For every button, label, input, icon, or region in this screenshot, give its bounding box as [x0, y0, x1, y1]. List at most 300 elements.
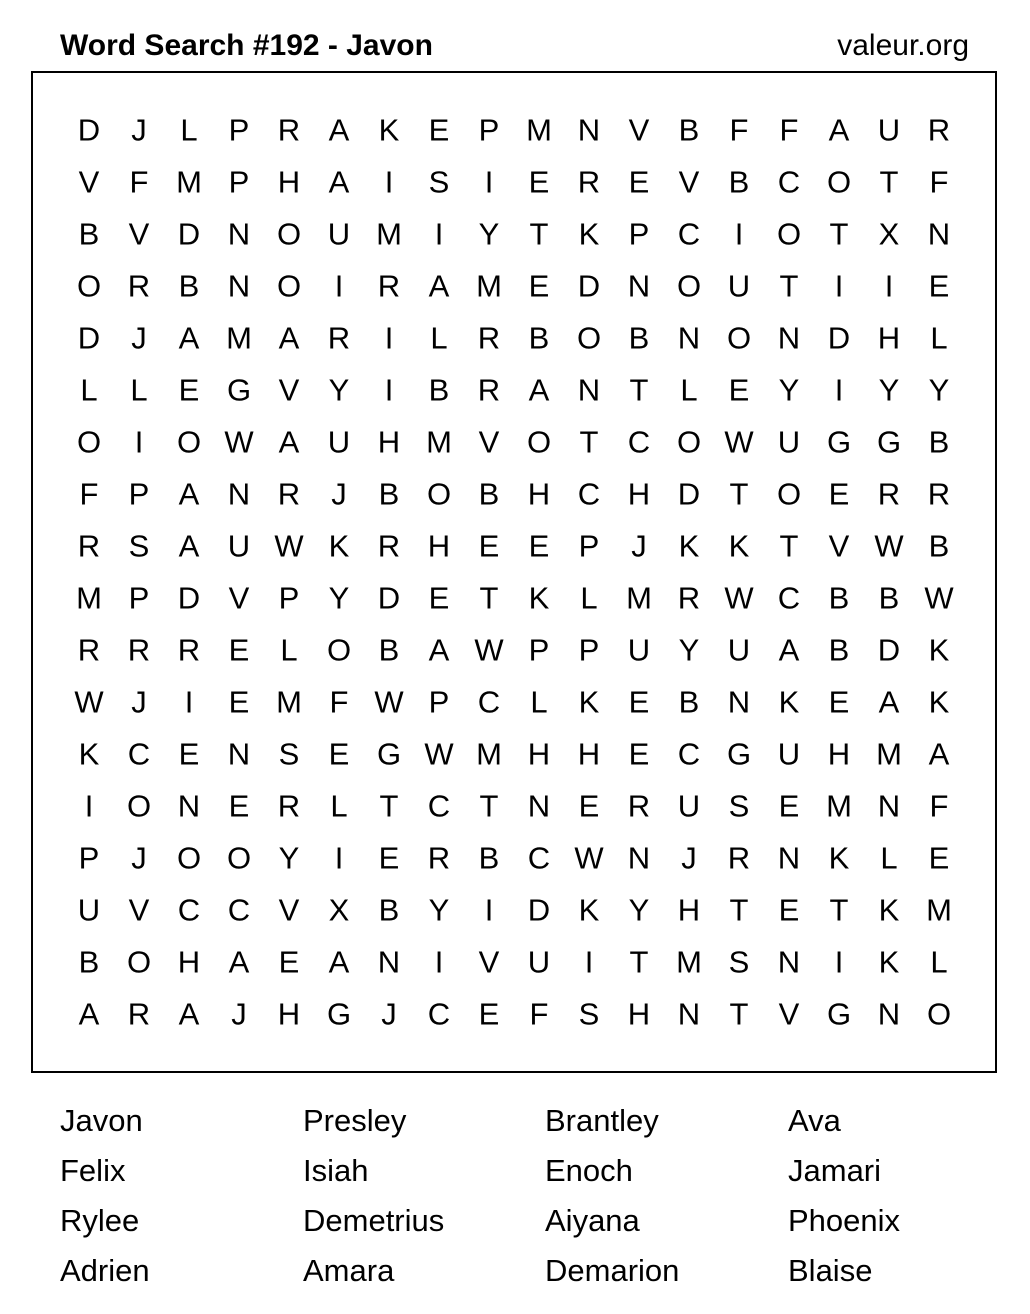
word-list-item: Amara	[303, 1253, 395, 1288]
grid-letter: W	[424, 736, 454, 772]
grid-letter: L	[80, 372, 98, 408]
grid-letter: M	[526, 112, 552, 148]
grid-letter: L	[880, 840, 898, 876]
grid-letter: N	[227, 476, 251, 512]
grid-letter: B	[828, 580, 850, 616]
word-list-item: Isiah	[303, 1153, 369, 1188]
grid-letter: D	[77, 320, 101, 356]
grid-letter: B	[478, 840, 500, 876]
word-list-item: Brantley	[545, 1103, 659, 1138]
grid-letter: A	[878, 684, 900, 720]
grid-letter: F	[529, 996, 549, 1032]
grid-letter: M	[926, 892, 952, 928]
grid-letter: C	[777, 164, 801, 200]
grid-letter: V	[128, 216, 150, 252]
grid-letter: H	[877, 320, 901, 356]
grid-letter: Y	[878, 372, 900, 408]
grid-letter: S	[728, 944, 750, 980]
grid-letter: O	[176, 424, 202, 460]
grid-letter: R	[277, 476, 301, 512]
grid-letter: R	[877, 476, 901, 512]
word-list-item: Aiyana	[545, 1203, 640, 1238]
grid-letter: I	[884, 268, 894, 304]
grid-letter: G	[826, 996, 852, 1032]
grid-letter: A	[778, 632, 800, 668]
grid-letter: M	[676, 944, 702, 980]
grid-letter: V	[128, 892, 150, 928]
grid-letter: S	[278, 736, 300, 772]
grid-letter: N	[227, 736, 251, 772]
grid-letter: N	[927, 216, 951, 252]
grid-letter: R	[127, 268, 151, 304]
grid-letter: D	[577, 268, 601, 304]
grid-letter: E	[378, 840, 400, 876]
grid-letter: P	[428, 684, 450, 720]
grid-letter: T	[629, 944, 649, 980]
grid-letter: O	[76, 424, 102, 460]
grid-letter: M	[426, 424, 452, 460]
grid-letter: G	[726, 736, 752, 772]
grid-letter: L	[930, 320, 948, 356]
grid-letter: Y	[678, 632, 700, 668]
grid-letter: B	[478, 476, 500, 512]
grid-letter: I	[384, 164, 394, 200]
grid-letter: W	[874, 528, 904, 564]
grid-letter: B	[78, 944, 100, 980]
grid-letter: U	[327, 424, 351, 460]
grid-letter: A	[328, 112, 350, 148]
grid-letter: H	[427, 528, 451, 564]
grid-letter: J	[381, 996, 397, 1032]
grid-letter: T	[479, 788, 499, 824]
grid-letter: D	[77, 112, 101, 148]
grid-letter: P	[628, 216, 650, 252]
grid-letter: W	[274, 528, 304, 564]
grid-letter: A	[328, 944, 350, 980]
grid-letter: R	[577, 164, 601, 200]
grid-letter: O	[676, 424, 702, 460]
grid-letter: M	[226, 320, 252, 356]
grid-letter: N	[677, 320, 701, 356]
grid-letter: I	[384, 320, 394, 356]
grid-letter: O	[576, 320, 602, 356]
grid-letter: Y	[328, 372, 350, 408]
grid-letter: H	[277, 164, 301, 200]
grid-letter: N	[877, 788, 901, 824]
grid-letter: A	[828, 112, 850, 148]
grid-letter: L	[330, 788, 348, 824]
grid-letter: R	[427, 840, 451, 876]
grid-letter: S	[728, 788, 750, 824]
grid-letter: L	[680, 372, 698, 408]
grid-letter: E	[928, 840, 950, 876]
grid-letter: V	[778, 996, 800, 1032]
grid-letter: N	[627, 840, 651, 876]
grid-letter: W	[374, 684, 404, 720]
grid-letter: D	[877, 632, 901, 668]
grid-letter: E	[928, 268, 950, 304]
grid-letter: O	[526, 424, 552, 460]
grid-letter: O	[326, 632, 352, 668]
grid-letter: R	[477, 320, 501, 356]
grid-letter: I	[334, 268, 344, 304]
grid-letter: K	[578, 216, 600, 252]
grid-letter: A	[178, 320, 200, 356]
grid-letter: O	[776, 476, 802, 512]
grid-letter: H	[627, 996, 651, 1032]
grid-letter: E	[328, 736, 350, 772]
grid-letter: J	[131, 112, 147, 148]
grid-letter: B	[628, 320, 650, 356]
grid-letter: S	[128, 528, 150, 564]
grid-letter: K	[878, 892, 900, 928]
grid-letter: E	[628, 736, 650, 772]
grid-letter: R	[77, 528, 101, 564]
grid-letter: C	[127, 736, 151, 772]
word-list-item: Demetrius	[303, 1203, 445, 1238]
grid-letter: E	[178, 372, 200, 408]
grid-letter: R	[377, 528, 401, 564]
grid-letter: L	[430, 320, 448, 356]
grid-letter: N	[577, 112, 601, 148]
grid-letter: W	[724, 424, 754, 460]
grid-letter: L	[580, 580, 598, 616]
grid-letter: K	[828, 840, 850, 876]
grid-letter: M	[176, 164, 202, 200]
grid-letter: V	[228, 580, 250, 616]
grid-letter: V	[478, 424, 500, 460]
grid-letter: R	[627, 788, 651, 824]
grid-letter: M	[626, 580, 652, 616]
grid-letter: A	[428, 268, 450, 304]
grid-letter: A	[78, 996, 100, 1032]
grid-letter: E	[778, 892, 800, 928]
grid-letter: W	[574, 840, 604, 876]
grid-letter: L	[280, 632, 298, 668]
grid-letter: R	[727, 840, 751, 876]
grid-letter: J	[331, 476, 347, 512]
grid-letter: U	[877, 112, 901, 148]
grid-letter: R	[127, 632, 151, 668]
grid-letter: R	[927, 476, 951, 512]
grid-letter: K	[728, 528, 750, 564]
word-list-item: Jamari	[788, 1153, 882, 1188]
grid-letter: G	[826, 424, 852, 460]
grid-letter: B	[928, 528, 950, 564]
grid-letter: C	[677, 736, 701, 772]
grid-letter: N	[777, 840, 801, 876]
grid-letter: K	[928, 684, 950, 720]
grid-letter: K	[578, 684, 600, 720]
grid-letter: A	[278, 320, 300, 356]
grid-letter: B	[528, 320, 550, 356]
grid-letter: C	[577, 476, 601, 512]
grid-letter: B	[378, 476, 400, 512]
grid-letter: C	[427, 996, 451, 1032]
grid-letter: A	[328, 164, 350, 200]
grid-letter: I	[734, 216, 744, 252]
grid-letter: F	[779, 112, 799, 148]
word-list-item: Felix	[60, 1153, 126, 1188]
word-list-item: Javon	[60, 1103, 143, 1138]
grid-letter: B	[378, 892, 400, 928]
grid-letter: T	[829, 892, 849, 928]
grid-letter: V	[628, 112, 650, 148]
grid-letter: H	[177, 944, 201, 980]
grid-letter: X	[878, 216, 900, 252]
grid-letter: E	[428, 112, 450, 148]
grid-letter: R	[77, 632, 101, 668]
grid-letter: M	[76, 580, 102, 616]
grid-letter: I	[384, 372, 394, 408]
grid-letter: R	[127, 996, 151, 1032]
grid-letter: E	[228, 788, 250, 824]
grid-letter: Y	[628, 892, 650, 928]
grid-letter: N	[377, 944, 401, 980]
grid-letter: S	[578, 996, 600, 1032]
grid-letter: K	[678, 528, 700, 564]
grid-letter: R	[177, 632, 201, 668]
grid-letter: E	[578, 788, 600, 824]
grid-letter: H	[627, 476, 651, 512]
grid-letter: A	[178, 996, 200, 1032]
grid-letter: N	[527, 788, 551, 824]
grid-letter: D	[827, 320, 851, 356]
grid-letter: C	[427, 788, 451, 824]
grid-letter: P	[128, 476, 150, 512]
grid-letter: I	[184, 684, 194, 720]
grid-letter: P	[578, 632, 600, 668]
grid-letter: P	[228, 112, 250, 148]
grid-letter: E	[628, 164, 650, 200]
grid-letter: Y	[328, 580, 350, 616]
grid-letter: B	[78, 216, 100, 252]
page-title: Word Search #192 - Javon	[60, 29, 433, 62]
grid-letter: O	[776, 216, 802, 252]
grid-letter: D	[677, 476, 701, 512]
grid-letter: O	[426, 476, 452, 512]
grid-letter: F	[129, 164, 149, 200]
grid-letter: U	[327, 216, 351, 252]
grid-letter: O	[276, 268, 302, 304]
grid-letter: I	[334, 840, 344, 876]
grid-letter: Y	[278, 840, 300, 876]
grid-letter: K	[878, 944, 900, 980]
grid-letter: P	[128, 580, 150, 616]
grid-letter: K	[578, 892, 600, 928]
grid-letter: G	[326, 996, 352, 1032]
grid-letter: K	[328, 528, 350, 564]
grid-letter: I	[134, 424, 144, 460]
grid-letter: F	[929, 164, 949, 200]
grid-letter: N	[627, 268, 651, 304]
grid-letter: E	[428, 580, 450, 616]
grid-letter: A	[178, 528, 200, 564]
grid-letter: T	[729, 476, 749, 512]
grid-letter: O	[76, 268, 102, 304]
grid-letter: C	[527, 840, 551, 876]
grid-letter: B	[428, 372, 450, 408]
grid-letter: F	[729, 112, 749, 148]
grid-letter: H	[827, 736, 851, 772]
grid-letter: T	[579, 424, 599, 460]
grid-letter: V	[278, 892, 300, 928]
grid-letter: O	[826, 164, 852, 200]
grid-letter: E	[778, 788, 800, 824]
grid-letter: R	[277, 112, 301, 148]
grid-letter: P	[78, 840, 100, 876]
grid-letter: L	[130, 372, 148, 408]
grid-letter: V	[478, 944, 500, 980]
grid-letter: R	[377, 268, 401, 304]
grid-letter: N	[577, 372, 601, 408]
word-list-item: Phoenix	[788, 1203, 901, 1238]
grid-letter: H	[377, 424, 401, 460]
grid-letter: J	[131, 684, 147, 720]
grid-letter: G	[376, 736, 402, 772]
word-list-item: Blaise	[788, 1253, 873, 1288]
grid-letter: N	[177, 788, 201, 824]
grid-letter: V	[828, 528, 850, 564]
grid-letter: U	[227, 528, 251, 564]
grid-letter: C	[677, 216, 701, 252]
grid-letter: E	[478, 528, 500, 564]
grid-letter: E	[478, 996, 500, 1032]
grid-letter: N	[777, 320, 801, 356]
grid-letter: N	[777, 944, 801, 980]
word-list-item: Demarion	[545, 1253, 680, 1288]
grid-letter: U	[777, 424, 801, 460]
grid-letter: B	[378, 632, 400, 668]
grid-letter: E	[278, 944, 300, 980]
grid-letter: C	[627, 424, 651, 460]
grid-letter: V	[678, 164, 700, 200]
grid-letter: P	[278, 580, 300, 616]
grid-letter: C	[227, 892, 251, 928]
grid-letter: D	[177, 216, 201, 252]
grid-letter: L	[530, 684, 548, 720]
grid-letter: O	[176, 840, 202, 876]
word-list-item: Ava	[788, 1103, 841, 1138]
grid-letter: H	[277, 996, 301, 1032]
grid-letter: D	[377, 580, 401, 616]
grid-letter: E	[528, 164, 550, 200]
grid-letter: M	[476, 736, 502, 772]
grid-letter: I	[84, 788, 94, 824]
grid-letter: E	[178, 736, 200, 772]
grid-letter: R	[927, 112, 951, 148]
grid-letter: P	[228, 164, 250, 200]
grid-letter: B	[728, 164, 750, 200]
grid-letter: N	[677, 996, 701, 1032]
word-list-item: Adrien	[60, 1253, 150, 1288]
grid-letter: A	[428, 632, 450, 668]
grid-letter: L	[930, 944, 948, 980]
grid-letter: E	[728, 372, 750, 408]
grid-letter: X	[328, 892, 350, 928]
grid-letter: W	[724, 580, 754, 616]
grid-letter: C	[777, 580, 801, 616]
grid-letter: O	[126, 944, 152, 980]
grid-letter: P	[478, 112, 500, 148]
grid-letter: Y	[928, 372, 950, 408]
grid-letter: I	[584, 944, 594, 980]
grid-letter: O	[726, 320, 752, 356]
grid-letter: I	[484, 164, 494, 200]
grid-letter: C	[177, 892, 201, 928]
grid-letter: O	[276, 216, 302, 252]
grid-letter: J	[131, 840, 147, 876]
grid-letter: O	[226, 840, 252, 876]
grid-letter: I	[484, 892, 494, 928]
word-list-item: Presley	[303, 1103, 407, 1138]
grid-letter: R	[327, 320, 351, 356]
grid-letter: R	[477, 372, 501, 408]
grid-letter: T	[729, 892, 749, 928]
grid-letter: O	[676, 268, 702, 304]
grid-letter: T	[829, 216, 849, 252]
grid-letter: W	[74, 684, 104, 720]
grid-letter: F	[929, 788, 949, 824]
grid-letter: U	[527, 944, 551, 980]
grid-letter: A	[528, 372, 550, 408]
grid-letter: N	[877, 996, 901, 1032]
site-name: valeur.org	[837, 29, 969, 62]
grid-letter: M	[826, 788, 852, 824]
grid-letter: M	[476, 268, 502, 304]
grid-letter: Y	[478, 216, 500, 252]
grid-letter: N	[227, 268, 251, 304]
grid-letter: B	[878, 580, 900, 616]
grid-letter: S	[428, 164, 450, 200]
word-list-item: Enoch	[545, 1153, 633, 1188]
grid-letter: I	[434, 944, 444, 980]
grid-letter: A	[178, 476, 200, 512]
grid-letter: B	[178, 268, 200, 304]
grid-letter: E	[228, 632, 250, 668]
grid-letter: E	[228, 684, 250, 720]
grid-letter: E	[628, 684, 650, 720]
grid-letter: N	[227, 216, 251, 252]
grid-letter: I	[834, 944, 844, 980]
grid-letter: A	[928, 736, 950, 772]
grid-letter: K	[528, 580, 550, 616]
grid-letter: A	[278, 424, 300, 460]
grid-letter: T	[529, 216, 549, 252]
grid-letter: E	[528, 528, 550, 564]
grid-letter: J	[131, 320, 147, 356]
grid-letter: W	[924, 580, 954, 616]
grid-letter: T	[729, 996, 749, 1032]
grid-letter: G	[226, 372, 252, 408]
grid-letter: B	[678, 112, 700, 148]
grid-letter: J	[631, 528, 647, 564]
grid-letter: U	[727, 268, 751, 304]
grid-letter: F	[329, 684, 349, 720]
grid-letter: H	[527, 476, 551, 512]
grid-letter: D	[527, 892, 551, 928]
grid-letter: H	[677, 892, 701, 928]
grid-letter: M	[376, 216, 402, 252]
grid-letter: T	[779, 528, 799, 564]
grid-letter: K	[78, 736, 100, 772]
grid-letter: U	[727, 632, 751, 668]
grid-letter: D	[177, 580, 201, 616]
grid-letter: T	[779, 268, 799, 304]
grid-letter: B	[678, 684, 700, 720]
grid-letter: N	[727, 684, 751, 720]
grid-letter: U	[627, 632, 651, 668]
